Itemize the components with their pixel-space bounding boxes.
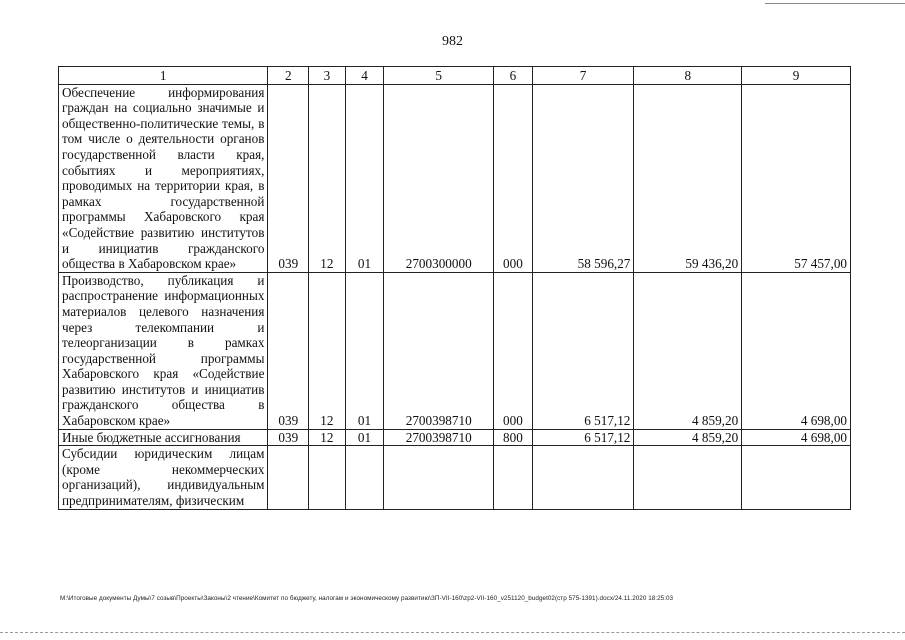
row-section-code: 12 xyxy=(309,429,346,446)
page-number: 982 xyxy=(442,34,463,49)
header-col-4: 4 xyxy=(345,67,384,85)
row-amount-col7: 6 517,12 xyxy=(532,272,634,429)
top-scan-line xyxy=(765,3,905,4)
table-row xyxy=(59,446,851,509)
row-subsection-code xyxy=(345,446,384,509)
row-ministry-code: 039 xyxy=(268,84,309,272)
header-col-5: 5 xyxy=(384,67,494,85)
row-amount-col7: 6 517,12 xyxy=(532,429,634,446)
row-target-article: 2700300000 xyxy=(384,84,494,272)
row-expense-type: 000 xyxy=(494,84,533,272)
row-ministry-code: 039 xyxy=(268,429,309,446)
row-amount-col8 xyxy=(634,446,742,509)
row-section-code xyxy=(309,446,346,509)
row-subsection-code: 01 xyxy=(345,272,384,429)
header-col-1: 1 xyxy=(59,67,268,85)
budget-table xyxy=(58,66,851,510)
header-col-6: 6 xyxy=(494,67,533,85)
row-amount-col9: 4 698,00 xyxy=(742,429,851,446)
table-row xyxy=(59,272,851,429)
row-subsection-code: 01 xyxy=(345,84,384,272)
row-amount-col9 xyxy=(742,446,851,509)
row-target-article: 2700398710 xyxy=(384,272,494,429)
header-row xyxy=(59,67,851,85)
row-section-code: 12 xyxy=(309,272,346,429)
row-expense-type: 800 xyxy=(494,429,533,446)
document-path-footer: M:\Итоговые документы Думы\7 созыв\Проекты\Законы\2 чтение\Комитет по бюджету, налогам и экономическому развитию\ЗП-VII-160\zp2-VII-160_v251120_budget02(стр 575-1391).docx/24.11.2020 18:25:03 xyxy=(60,595,674,602)
table-row xyxy=(59,429,851,446)
row-name: Субсидии юридическим лицам (кроме некоммерческих организаций), индивидуальным предпринимателям, физическим xyxy=(59,446,268,509)
row-name: Обеспечение информирования граждан на социально значимые и общественно-политические темы, в том числе о деятельности органов государственной власти края, событиях и мероприятиях, проводимых на территории края, в рамках государственной программы Хабаровского края «Содействие развитию институтов и инициатив гражданского общества в Хабаровском крае» xyxy=(59,84,268,272)
row-amount-col9: 4 698,00 xyxy=(742,272,851,429)
row-section-code: 12 xyxy=(309,84,346,272)
row-amount-col8: 59 436,20 xyxy=(634,84,742,272)
header-col-2: 2 xyxy=(268,67,309,85)
row-name: Иные бюджетные ассигнования xyxy=(59,429,268,446)
row-ministry-code xyxy=(268,446,309,509)
row-amount-col7 xyxy=(532,446,634,509)
row-ministry-code: 039 xyxy=(268,272,309,429)
row-expense-type xyxy=(494,446,533,509)
row-expense-type: 000 xyxy=(494,272,533,429)
header-col-3: 3 xyxy=(309,67,346,85)
row-subsection-code: 01 xyxy=(345,429,384,446)
row-target-article: 2700398710 xyxy=(384,429,494,446)
row-amount-col8: 4 859,20 xyxy=(634,429,742,446)
row-target-article xyxy=(384,446,494,509)
bottom-scan-line xyxy=(0,632,905,633)
header-col-8: 8 xyxy=(634,67,742,85)
row-amount-col9: 57 457,00 xyxy=(742,84,851,272)
row-name: Производство, публикация и распространение информационных материалов целевого назначения через телекомпании и телеорганизации в рамках государственной программы Хабаровского края «Содействие развитию институтов и инициатив гражданского общества в Хабаровском крае» xyxy=(59,272,268,429)
table-row xyxy=(59,84,851,272)
header-col-9: 9 xyxy=(742,67,851,85)
row-amount-col7: 58 596,27 xyxy=(532,84,634,272)
header-col-7: 7 xyxy=(532,67,634,85)
row-amount-col8: 4 859,20 xyxy=(634,272,742,429)
